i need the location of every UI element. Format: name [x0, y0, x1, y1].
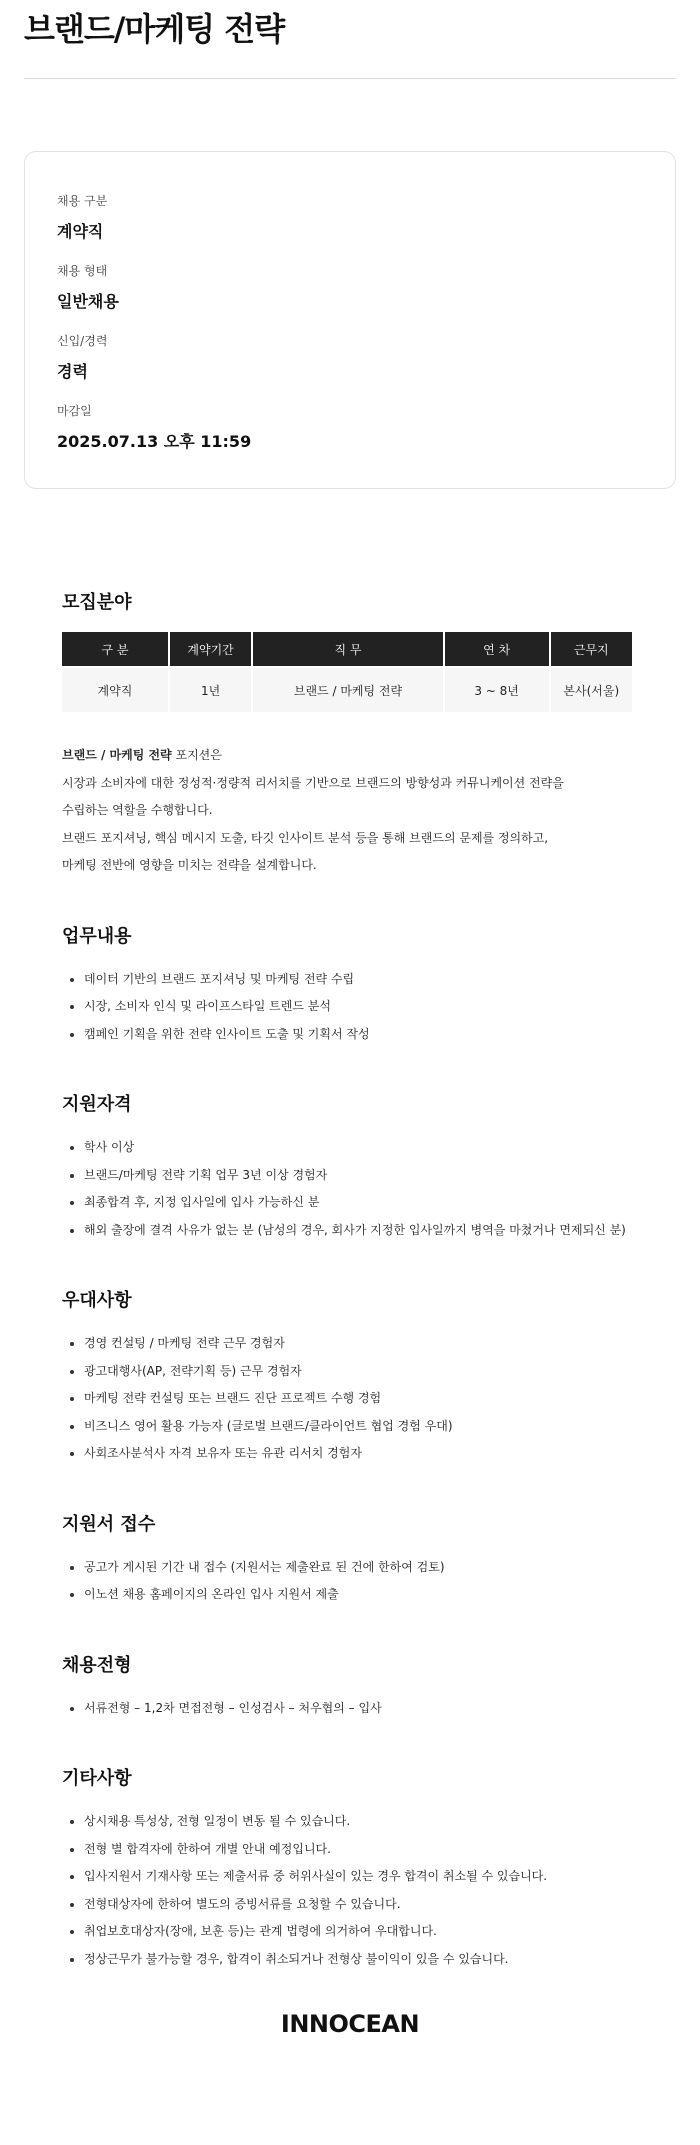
- list-item: 사회조사분석사 자격 보유자 또는 유관 리서치 경험자: [62, 1440, 638, 1468]
- table-cell: 계약직: [62, 666, 168, 712]
- table-header-cell: 직 무: [253, 632, 442, 666]
- position-description: [62, 742, 638, 880]
- recruit-table: [60, 632, 634, 712]
- recruit-section: [62, 588, 638, 880]
- list-item: 취업보호대상자(장애, 보훈 등)는 관계 법령에 의거하여 우대합니다.: [62, 1918, 638, 1946]
- preferred-section: [62, 1286, 638, 1468]
- info-employment-category: [57, 192, 643, 242]
- description-lead-rest: 포지션은: [171, 748, 222, 762]
- title-divider: [24, 78, 676, 79]
- description-lead: [62, 742, 638, 770]
- info-deadline: [57, 402, 643, 452]
- position-name: 브랜드 / 마케팅 전략: [62, 748, 172, 762]
- list-item: 전형 별 합격자에 한하여 개별 안내 예정입니다.: [62, 1836, 638, 1864]
- list-item: 입사지원서 기재사항 또는 제출서류 중 허위사실이 있는 경우 합격이 취소될 수 있습니다.: [62, 1863, 638, 1891]
- duties-section: [62, 922, 638, 1049]
- description-line: 수립하는 역할을 수행합니다.: [62, 803, 213, 817]
- list-item: 서류전형 – 1,2차 면접전형 – 인성검사 – 처우협의 – 입사: [62, 1695, 638, 1723]
- job-info-card: [24, 151, 676, 489]
- list-item: 상시채용 특성상, 전형 일정이 변동 될 수 있습니다.: [62, 1808, 638, 1836]
- list-item: 전형대상자에 한하여 별도의 증빙서류를 요청할 수 있습니다.: [62, 1891, 638, 1919]
- section-title-process: 채용전형: [62, 1654, 132, 1676]
- table-header-cell: 구 분: [62, 632, 168, 666]
- info-value: 계약직: [57, 222, 104, 241]
- list-item: 캠페인 기획을 위한 전략 인사이트 도출 및 기획서 작성: [62, 1021, 638, 1049]
- list-item: 공고가 게시된 기간 내 접수 (지원서는 제출완료 된 건에 한하여 검토): [62, 1554, 638, 1582]
- description-line: 브랜드 포지셔닝, 핵심 메시지 도출, 타깃 인사이트 분석 등을 통해 브랜드의 문제를 정의하고,: [62, 830, 549, 845]
- info-career-level: [57, 332, 643, 382]
- table-header-cell: 연 차: [445, 632, 549, 666]
- info-value: 경력: [57, 362, 88, 381]
- table-row: [62, 666, 632, 712]
- table-cell: 1년: [170, 666, 251, 712]
- page-title: 브랜드/마케팅 전략: [24, 10, 285, 48]
- description-line: 마케팅 전반에 영향을 미치는 전략을 설계합니다.: [62, 858, 317, 872]
- info-value: 2025.07.13 오후 11:59: [57, 432, 252, 451]
- process-section: [62, 1651, 638, 1723]
- info-label: 신입/경력: [57, 334, 108, 348]
- table-cell: 본사(서울): [551, 666, 632, 712]
- duties-list: [62, 966, 638, 1049]
- list-item: 학사 이상: [62, 1134, 638, 1162]
- etc-list: [62, 1808, 638, 1973]
- section-title-duties: 업무내용: [62, 925, 132, 947]
- list-item: 최종합격 후, 지정 입사일에 입사 가능하신 분: [62, 1189, 638, 1217]
- table-cell: 3 ~ 8년: [445, 666, 549, 712]
- list-item: 비즈니스 영어 활용 가능자 (글로벌 브랜드/클라이언트 협업 경험 우대): [62, 1413, 638, 1441]
- info-value: 일반채용: [57, 292, 119, 311]
- application-list: [62, 1554, 638, 1609]
- innocean-logo: INNOCEAN: [280, 2010, 420, 2038]
- list-item: 광고대행사(AP, 전략기획 등) 근무 경험자: [62, 1358, 638, 1386]
- list-item: 정상근무가 불가능할 경우, 합격이 취소되거나 전형상 불이익이 있을 수 있습니다.: [62, 1946, 638, 1974]
- section-title-preferred: 우대사항: [62, 1290, 132, 1311]
- info-employment-type: [57, 262, 643, 312]
- info-label: 채용 구분: [57, 194, 108, 208]
- table-header-row: [62, 632, 632, 666]
- info-label: 채용 형태: [57, 264, 108, 278]
- process-list: [62, 1695, 638, 1723]
- list-item: 이노션 채용 홈페이지의 온라인 입사 지원서 제출: [62, 1581, 638, 1609]
- preferred-list: [62, 1330, 638, 1468]
- list-item: 해외 출장에 결격 사유가 없는 분 (남성의 경우, 회사가 지정한 입사일까지 병역을 마쳤거나 면제되신 분): [62, 1217, 638, 1245]
- qualifications-section: [62, 1090, 638, 1244]
- description-line: 시장과 소비자에 대한 정성적·정량적 리서치를 기반으로 브랜드의 방향성과 커뮤니케이션 전략을: [62, 775, 564, 790]
- section-title-recruit: 모집분야: [62, 592, 132, 613]
- section-title-qualifications: 지원자격: [62, 1094, 132, 1115]
- list-item: 마케팅 전략 컨설팅 또는 브랜드 진단 프로젝트 수행 경험: [62, 1385, 638, 1413]
- table-header-cell: 근무지: [551, 632, 632, 666]
- job-detail-content: [62, 588, 638, 1973]
- section-title-application: 지원서 접수: [62, 1513, 156, 1535]
- application-section: [62, 1510, 638, 1609]
- qualifications-list: [62, 1134, 638, 1244]
- table-header-cell: 계약기간: [170, 632, 251, 666]
- section-title-etc: 기타사항: [62, 1768, 132, 1789]
- table-cell: 브랜드 / 마케팅 전략: [253, 666, 442, 712]
- list-item: 경영 컨설팅 / 마케팅 전략 근무 경험자: [62, 1330, 638, 1358]
- list-item: 시장, 소비자 인식 및 라이프스타일 트렌드 분석: [62, 993, 638, 1021]
- list-item: 브랜드/마케팅 전략 기획 업무 3년 이상 경험자: [62, 1162, 638, 1190]
- list-item: 데이터 기반의 브랜드 포지셔닝 및 마케팅 전략 수립: [62, 966, 638, 994]
- info-label: 마감일: [57, 404, 92, 418]
- etc-section: [62, 1764, 638, 1973]
